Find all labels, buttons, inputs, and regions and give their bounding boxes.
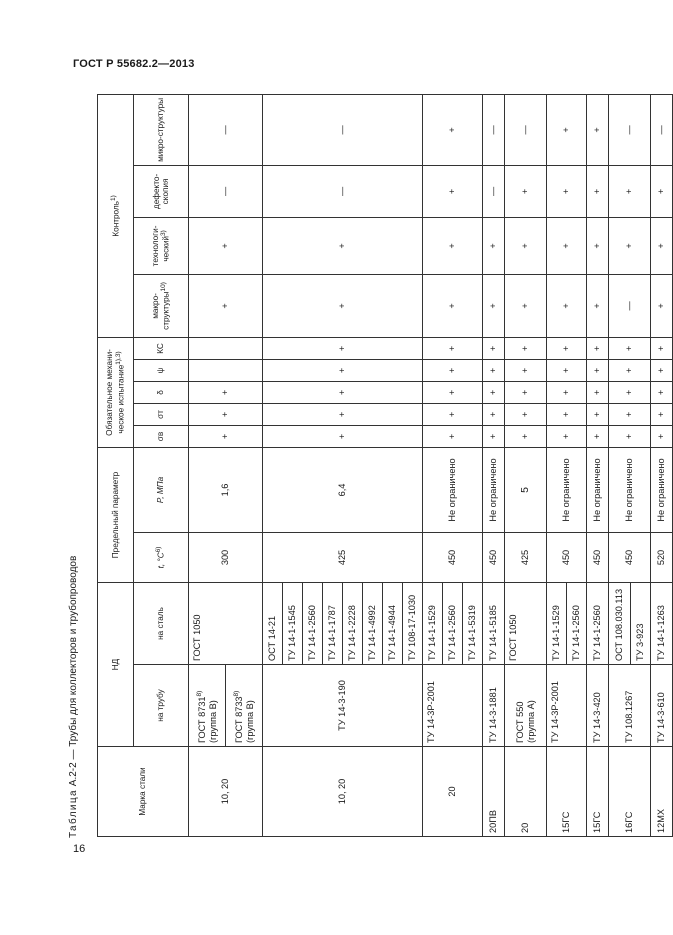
cell-pipe: ТУ 14-3-1881	[483, 665, 505, 747]
cell-sigma-t: +	[651, 403, 673, 425]
table-row	[609, 94, 631, 836]
cell-sigma-t: +	[547, 403, 587, 425]
col-psi: ψ	[134, 359, 189, 381]
document-title: ГОСТ Р 55682.2—2013	[73, 58, 195, 70]
col-control	[98, 94, 134, 337]
cell-micro: —	[651, 94, 673, 165]
cell-pipe: ТУ 108.1267	[609, 665, 651, 747]
pressure-label: P, МПа	[156, 476, 166, 504]
table-row	[651, 94, 673, 836]
cell-steel: ТУ 14-1-5185	[483, 583, 505, 665]
cell-delta: +	[423, 381, 483, 403]
col-steel-grade: Марка стали	[98, 747, 189, 837]
col-defecto: дефекто-скопия	[134, 165, 189, 217]
cell-micro: +	[587, 94, 609, 165]
col-limit-params: Предельный параметр	[98, 447, 134, 582]
cell-sigma-t: +	[189, 403, 263, 425]
cell-ks: +	[609, 337, 651, 359]
col-ks: КС	[134, 337, 189, 359]
cell-techno: +	[609, 217, 651, 274]
cell-macro: —	[609, 274, 651, 337]
cell-sigma-b: +	[587, 425, 609, 447]
col-nd: НД	[98, 583, 134, 747]
cell-temp: 450	[483, 533, 505, 583]
cell-pressure: 5	[505, 447, 547, 532]
caption-label: Таблица	[68, 788, 79, 838]
techno-sup: 3)	[160, 230, 168, 236]
cell-grade: 15ГС	[547, 747, 587, 837]
cell-steel: ТУ 14-1-4944	[383, 583, 403, 665]
cell-sigma-t: +	[263, 403, 423, 425]
cell-techno: +	[423, 217, 483, 274]
cell-temp: 425	[263, 533, 423, 583]
col-nd-pipe: на трубу	[134, 665, 189, 747]
cell-sigma-b: +	[651, 425, 673, 447]
cell-techno: +	[651, 217, 673, 274]
cell-defecto: —	[263, 165, 423, 217]
cell-micro: +	[547, 94, 587, 165]
cell-grade: 20ПВ	[483, 747, 505, 837]
cell-psi: +	[609, 359, 651, 381]
cell-sigma-t: +	[587, 403, 609, 425]
cell-techno: +	[263, 217, 423, 274]
col-nd-steel: на сталь	[134, 583, 189, 665]
cell-psi	[189, 359, 263, 381]
cell-techno: +	[505, 217, 547, 274]
table-row	[587, 94, 609, 836]
rotated-table-wrapper	[97, 95, 667, 837]
cell-delta: +	[547, 381, 587, 403]
cell-sigma-t: +	[609, 403, 651, 425]
cell-steel: ОСТ 14-21	[263, 583, 283, 665]
cell-defecto: —	[189, 165, 263, 217]
pipe-sup: 8)	[195, 690, 203, 697]
cell-steel: ОСТ 108.030.113	[609, 583, 631, 665]
techno-label: технологи-ческий	[150, 225, 171, 267]
cell-steel: ГОСТ 1050	[189, 583, 263, 665]
cell-psi: +	[547, 359, 587, 381]
col-delta: δ	[134, 381, 189, 403]
cell-pressure: Не ограничено	[547, 447, 587, 532]
cell-steel: ТУ 14-1-2560	[587, 583, 609, 665]
cell-macro: +	[263, 274, 423, 337]
cell-grade: 12МХ	[651, 747, 673, 837]
cell-delta: +	[505, 381, 547, 403]
pipe-sup: 8)	[232, 690, 240, 697]
cell-pipe	[226, 665, 263, 747]
cell-delta: +	[587, 381, 609, 403]
cell-micro: +	[423, 94, 483, 165]
macro-sup: 10)	[160, 282, 168, 292]
cell-sigma-b: +	[189, 425, 263, 447]
cell-temp: 450	[587, 533, 609, 583]
table-row	[483, 94, 505, 836]
control-label: Контроль	[111, 201, 121, 237]
cell-pressure: Не ограничено	[651, 447, 673, 532]
cell-grade: 16ГС	[609, 747, 651, 837]
cell-sigma-b: +	[609, 425, 651, 447]
table-row	[189, 94, 226, 836]
cell-pipe: ТУ 14-3Р-2001	[547, 665, 587, 747]
cell-ks: +	[651, 337, 673, 359]
cell-micro: —	[609, 94, 651, 165]
cell-pipe: ТУ 14-3-420	[587, 665, 609, 747]
cell-macro: +	[651, 274, 673, 337]
cell-defecto: +	[609, 165, 651, 217]
cell-delta: +	[609, 381, 651, 403]
cell-pressure: 6,4	[263, 447, 423, 532]
cell-sigma-b: +	[547, 425, 587, 447]
cell-macro: +	[423, 274, 483, 337]
cell-ks: +	[587, 337, 609, 359]
cell-steel: ТУ 14-1-2228	[343, 583, 363, 665]
pipe-note: (группа А)	[525, 700, 536, 743]
cell-ks: +	[547, 337, 587, 359]
cell-steel: ТУ 108-17-1030	[403, 583, 423, 665]
cell-macro: +	[483, 274, 505, 337]
cell-pipe	[189, 665, 226, 747]
cell-psi: +	[263, 359, 423, 381]
cell-micro: —	[189, 94, 263, 165]
cell-steel: ТУ 3-923	[631, 583, 651, 665]
cell-techno: +	[483, 217, 505, 274]
cell-defecto: —	[483, 165, 505, 217]
cell-pipe: ТУ 14-3Р-2001	[423, 665, 483, 747]
cell-sigma-b: +	[263, 425, 423, 447]
cell-techno: +	[189, 217, 263, 274]
cell-defecto: +	[505, 165, 547, 217]
pipe-note: (группа В)	[244, 700, 255, 743]
cell-defecto: +	[423, 165, 483, 217]
cell-steel: ТУ 14-1-1545	[283, 583, 303, 665]
cell-sigma-t: +	[505, 403, 547, 425]
cell-techno: +	[587, 217, 609, 274]
cell-ks: +	[423, 337, 483, 359]
cell-sigma-t: +	[423, 403, 483, 425]
table-row	[505, 94, 547, 836]
cell-grade: 20	[423, 747, 483, 837]
temp-sup: 6)	[155, 546, 163, 553]
cell-pressure: Не ограничено	[423, 447, 483, 532]
cell-macro: +	[547, 274, 587, 337]
cell-defecto: +	[547, 165, 587, 217]
cell-pipe	[505, 665, 547, 747]
cell-sigma-b: +	[483, 425, 505, 447]
cell-delta: +	[189, 381, 263, 403]
cell-temp: 300	[189, 533, 263, 583]
cell-ks: +	[505, 337, 547, 359]
pipe-name: ГОСТ 550	[514, 701, 525, 743]
table-row	[547, 94, 567, 836]
cell-steel: ТУ 14-1-2560	[303, 583, 323, 665]
caption-text: А.2-2 — Трубы для коллекторов и трубопроводов	[68, 555, 79, 787]
col-sigma-t: σт	[134, 403, 189, 425]
cell-pressure: 1,6	[189, 447, 263, 532]
cell-micro: —	[505, 94, 547, 165]
cell-pressure: Не ограничено	[587, 447, 609, 532]
table-row	[423, 94, 443, 836]
cell-delta: +	[651, 381, 673, 403]
col-techno	[134, 217, 189, 274]
pipe-note: (группа В)	[207, 700, 218, 743]
cell-steel: ТУ 14-1-4992	[363, 583, 383, 665]
table-row	[263, 94, 283, 836]
temp-label: t, °C	[157, 552, 167, 569]
cell-temp: 450	[547, 533, 587, 583]
macro-label: макро-структуры	[150, 291, 171, 330]
mech-tests-sup: 1),3)	[114, 351, 122, 365]
cell-defecto: +	[651, 165, 673, 217]
cell-pipe: ТУ 14-3-190	[263, 665, 423, 747]
cell-grade: 20	[505, 747, 547, 837]
col-pressure	[134, 447, 189, 532]
cell-steel: ТУ 14-1-1529	[423, 583, 443, 665]
cell-steel: ТУ 14-1-1787	[323, 583, 343, 665]
cell-temp: 425	[505, 533, 547, 583]
page-number: 16	[73, 843, 86, 855]
cell-pipe: ТУ 14-3-610	[651, 665, 673, 747]
cell-psi: +	[505, 359, 547, 381]
cell-delta: +	[483, 381, 505, 403]
col-sigma-b: σв	[134, 425, 189, 447]
col-temp	[134, 533, 189, 583]
cell-ks: +	[483, 337, 505, 359]
pipe-name: ГОСТ 8733	[233, 696, 244, 743]
cell-psi: +	[587, 359, 609, 381]
cell-temp: 450	[423, 533, 483, 583]
cell-delta: +	[263, 381, 423, 403]
cell-techno: +	[547, 217, 587, 274]
cell-psi: +	[423, 359, 483, 381]
pipe-name: ГОСТ 8731	[196, 696, 207, 743]
cell-micro: —	[263, 94, 423, 165]
cell-steel: ТУ 14-1-1529	[547, 583, 567, 665]
cell-pressure: Не ограничено	[609, 447, 651, 532]
cell-sigma-b: +	[505, 425, 547, 447]
cell-grade: 15ГС	[587, 747, 609, 837]
cell-sigma-b: +	[423, 425, 483, 447]
cell-temp: 450	[609, 533, 651, 583]
cell-micro: —	[483, 94, 505, 165]
cell-steel: ТУ 14-1-2560	[443, 583, 463, 665]
cell-sigma-t: +	[483, 403, 505, 425]
cell-psi: +	[651, 359, 673, 381]
table-caption	[68, 556, 79, 838]
pipes-table	[97, 94, 673, 837]
cell-ks: +	[263, 337, 423, 359]
cell-defecto: +	[587, 165, 609, 217]
cell-steel: ГОСТ 1050	[505, 583, 547, 665]
cell-temp: 520	[651, 533, 673, 583]
cell-macro: +	[587, 274, 609, 337]
cell-psi: +	[483, 359, 505, 381]
cell-ks	[189, 337, 263, 359]
cell-steel: ТУ 14-1-2560	[567, 583, 587, 665]
col-macro	[134, 274, 189, 337]
control-sup: 1)	[109, 195, 117, 202]
cell-macro: +	[505, 274, 547, 337]
cell-pressure: Не ограничено	[483, 447, 505, 532]
cell-grade: 10, 20	[263, 747, 423, 837]
col-mech-tests	[98, 337, 134, 447]
mech-tests-label: Обязательное механи-ческое испытание	[105, 349, 126, 436]
col-micro: микро-структуры	[134, 94, 189, 165]
cell-macro: +	[189, 274, 263, 337]
cell-grade: 10, 20	[189, 747, 263, 837]
cell-steel: ТУ 14-1-1263	[651, 583, 673, 665]
cell-steel: ТУ 14-1-5319	[463, 583, 483, 665]
